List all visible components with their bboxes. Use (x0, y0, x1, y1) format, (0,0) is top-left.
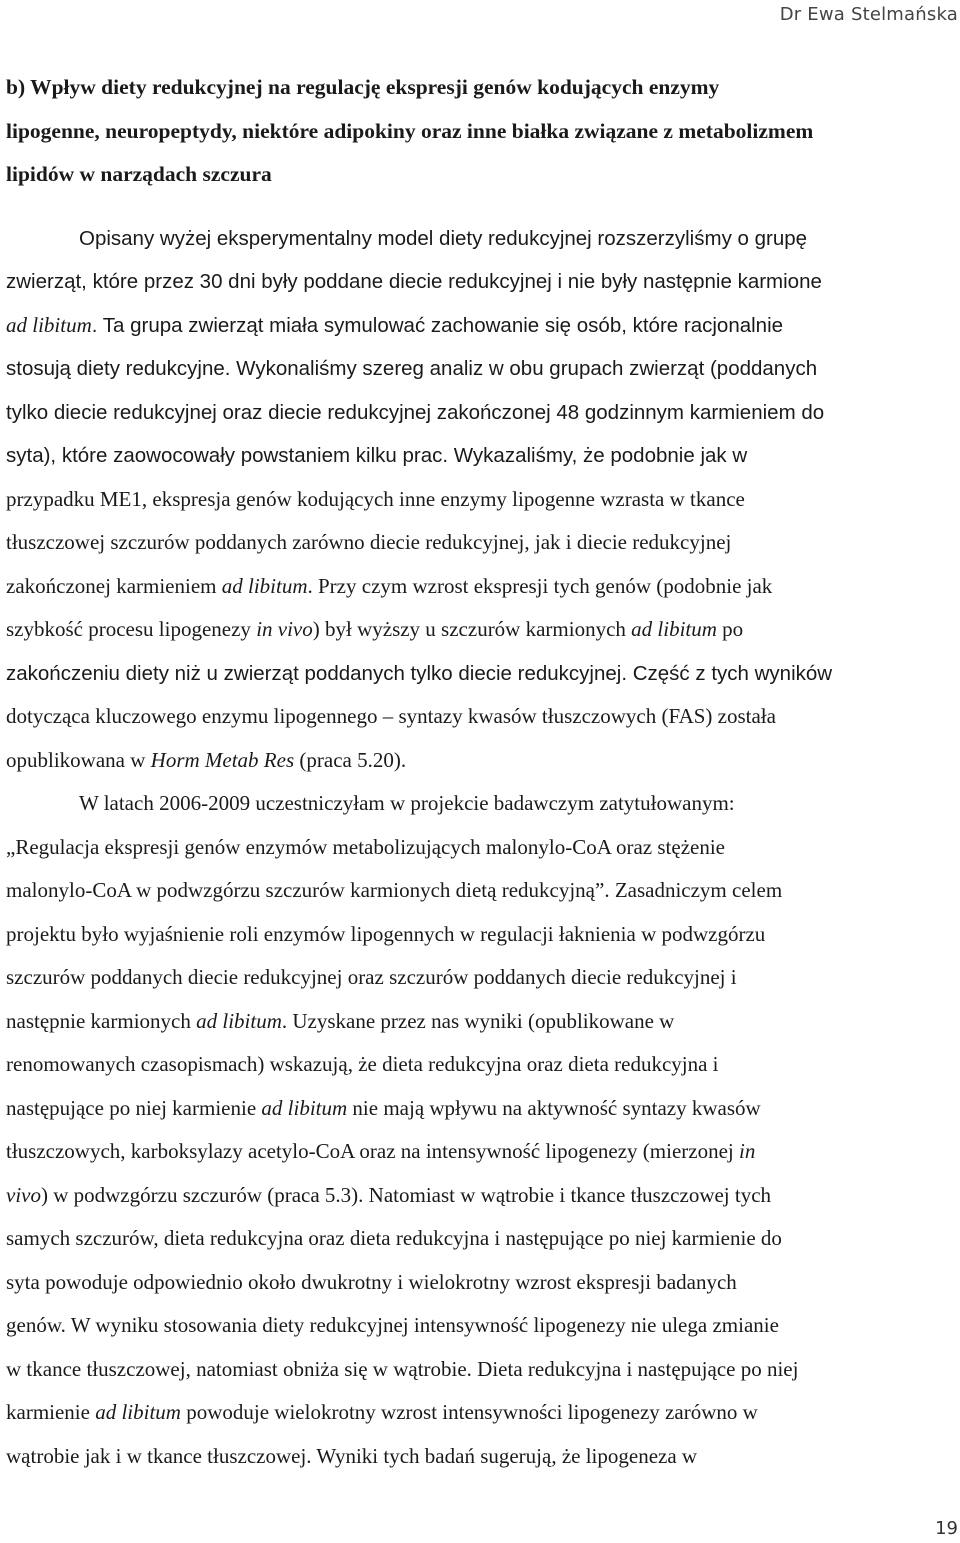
text-line (6, 521, 956, 565)
text-segment: zakończeniu diety niż u zwierząt poddanych tylko diecie redukcyjnej. Część z tych wyników (6, 661, 833, 685)
section-heading-line: lipidów w narządach szczura (6, 162, 272, 186)
text-segment: ) w podwzgórzu szczurów (praca 5.3). Natomiast w wątrobie i tkance tłuszczowej tych (40, 1182, 772, 1207)
italic-text-segment: ad libitum (221, 573, 308, 598)
text-line (6, 869, 956, 913)
text-segment: projektu było wyjaśnienie roli enzymów lipogennych w regulacji łaknienia w podwzgórzu (6, 921, 766, 946)
text-segment: przypadku ME1, ekspresja genów kodujących inne enzymy lipogenne wzrasta w tkance (6, 486, 745, 511)
italic-text-segment: Horm Metab Res (150, 747, 295, 772)
text-segment: zwierząt, które przez 30 dni były poddane diecie redukcyjnej i nie były następnie karmione (6, 270, 822, 293)
text-segment: tłuszczowych, karboksylazy acetylo-CoA oraz na intensywność lipogenezy (mierzonej (6, 1139, 740, 1163)
italic-text-segment: vivo (6, 1182, 41, 1207)
text-line (6, 434, 956, 478)
text-segment: następnie karmionych (6, 1008, 197, 1033)
text-segment: powoduje wielokrotny wzrost intensywności lipogenezy zarówno w (180, 1400, 758, 1424)
document-author-header: Dr Ewa Stelmańska (779, 4, 958, 25)
italic-text-segment: ad libitum (6, 312, 92, 337)
section-heading (6, 66, 956, 197)
text-line (6, 1174, 956, 1218)
text-line (6, 478, 956, 522)
text-line (6, 956, 956, 1000)
text-segment: samych szczurów, dieta redukcyjna oraz dieta redukcyjna i następujące po niej karmienie do (6, 1226, 782, 1250)
italic-text-segment: in (739, 1139, 756, 1163)
text-segment: szczurów poddanych diecie redukcyjnej oraz szczurów poddanych diecie redukcyjnej i (6, 965, 737, 989)
page-number: 19 (935, 1518, 958, 1539)
italic-text-segment: ad libitum (95, 1400, 181, 1424)
paragraph-research-project (6, 782, 956, 1478)
text-segment: opublikowana w (6, 747, 151, 772)
text-segment: ) był wyższy u szczurów karmionych (312, 617, 632, 641)
text-line (6, 826, 956, 870)
text-line (6, 347, 956, 391)
text-segment: genów. W wyniku stosowania diety redukcyjnej intensywność lipogenezy nie ulega zmianie (6, 1313, 779, 1337)
text-line (6, 1348, 956, 1392)
text-line (6, 1435, 956, 1479)
text-line (6, 1261, 956, 1305)
text-segment: zakończonej karmieniem (6, 573, 222, 598)
italic-text-segment: ad libitum (631, 617, 717, 641)
text-segment: tłuszczowej szczurów poddanych zarówno diecie redukcyjnej, jak i diecie redukcyjnej (6, 530, 732, 554)
text-segment: następujące po niej karmienie (6, 1095, 262, 1120)
text-line (6, 1217, 956, 1261)
text-segment: wątrobie jak i w tkance tłuszczowej. Wyniki tych badań sugerują, że lipogeneza w (6, 1443, 698, 1468)
text-segment: szybkość procesu lipogenezy (6, 617, 257, 641)
text-line (6, 1130, 956, 1174)
paragraph-diet-experiment (6, 217, 956, 783)
text-line (6, 1087, 956, 1131)
text-line (6, 652, 956, 696)
document-body (6, 66, 956, 1478)
text-line (6, 739, 956, 783)
text-segment: Opisany wyżej eksperymentalny model diety redukcyjnej rozszerzyliśmy o grupę (79, 226, 808, 250)
text-line (6, 1000, 956, 1044)
text-line (6, 304, 956, 348)
italic-text-segment: ad libitum (196, 1008, 282, 1033)
text-line (6, 782, 956, 826)
text-line (6, 391, 956, 435)
text-segment: po (716, 617, 744, 641)
text-segment: w tkance tłuszczowej, natomiast obniża się w wątrobie. Dieta redukcyjna i następujące po niej (6, 1356, 799, 1381)
section-heading-line: lipogenne, neuropeptydy, niektóre adipokiny oraz inne białka związane z metabolizmem (6, 118, 814, 143)
italic-text-segment: in vivo (256, 617, 313, 641)
text-segment: (praca 5.20). (294, 747, 407, 772)
text-line (6, 217, 956, 261)
text-segment: . Przy czym wzrost ekspresji tych genów (podobnie jak (307, 573, 773, 598)
text-line (6, 913, 956, 957)
text-segment: syta powoduje odpowiednio około dwukrotny i wielokrotny wzrost ekspresji badanych (6, 1269, 737, 1294)
text-segment: dotycząca kluczowego enzymu lipogennego – syntazy kwasów tłuszczowych (FAS) została (6, 704, 776, 728)
text-segment: syta), które zaowocowały powstaniem kilku prac. Wykazaliśmy, że podobnie jak w (6, 444, 748, 467)
text-line (6, 695, 956, 739)
text-line (6, 565, 956, 609)
text-segment: tylko diecie redukcyjnej oraz diecie redukcyjnej zakończonej 48 godzinnym karmieniem do (6, 400, 825, 424)
text-segment: karmienie (6, 1400, 96, 1424)
italic-text-segment: ad libitum (261, 1095, 348, 1120)
section-heading-line: b) Wpływ diety redukcyjnej na regulację ekspresji genów kodujących enzymy (6, 75, 720, 99)
text-line (6, 1304, 956, 1348)
text-line (6, 260, 956, 304)
text-segment: . Uzyskane przez nas wyniki (opublikowane w (281, 1008, 675, 1033)
text-line (6, 1043, 956, 1087)
text-line (6, 1391, 956, 1435)
text-segment: nie mają wpływu na aktywność syntazy kwasów (347, 1095, 761, 1120)
text-segment: stosują diety redukcyjne. Wykonaliśmy szereg analiz w obu grupach zwierząt (poddanych (6, 357, 818, 380)
text-segment: renomowanych czasopismach) wskazują, że dieta redukcyjna oraz dieta redukcyjna i (6, 1052, 719, 1076)
text-line (6, 608, 956, 652)
text-segment: malonylo-CoA w podwzgórzu szczurów karmionych dietą redukcyjną”. Zasadniczym celem (6, 878, 783, 902)
text-segment: W latach 2006-2009 uczestniczyłam w projekcie badawczym zatytułowanym: (79, 791, 735, 815)
text-segment: „Regulacja ekspresji genów enzymów metabolizujących malonylo-CoA oraz stężenie (6, 834, 725, 859)
text-segment: . Ta grupa zwierząt miała symulować zachowanie się osób, które racjonalnie (91, 313, 784, 337)
